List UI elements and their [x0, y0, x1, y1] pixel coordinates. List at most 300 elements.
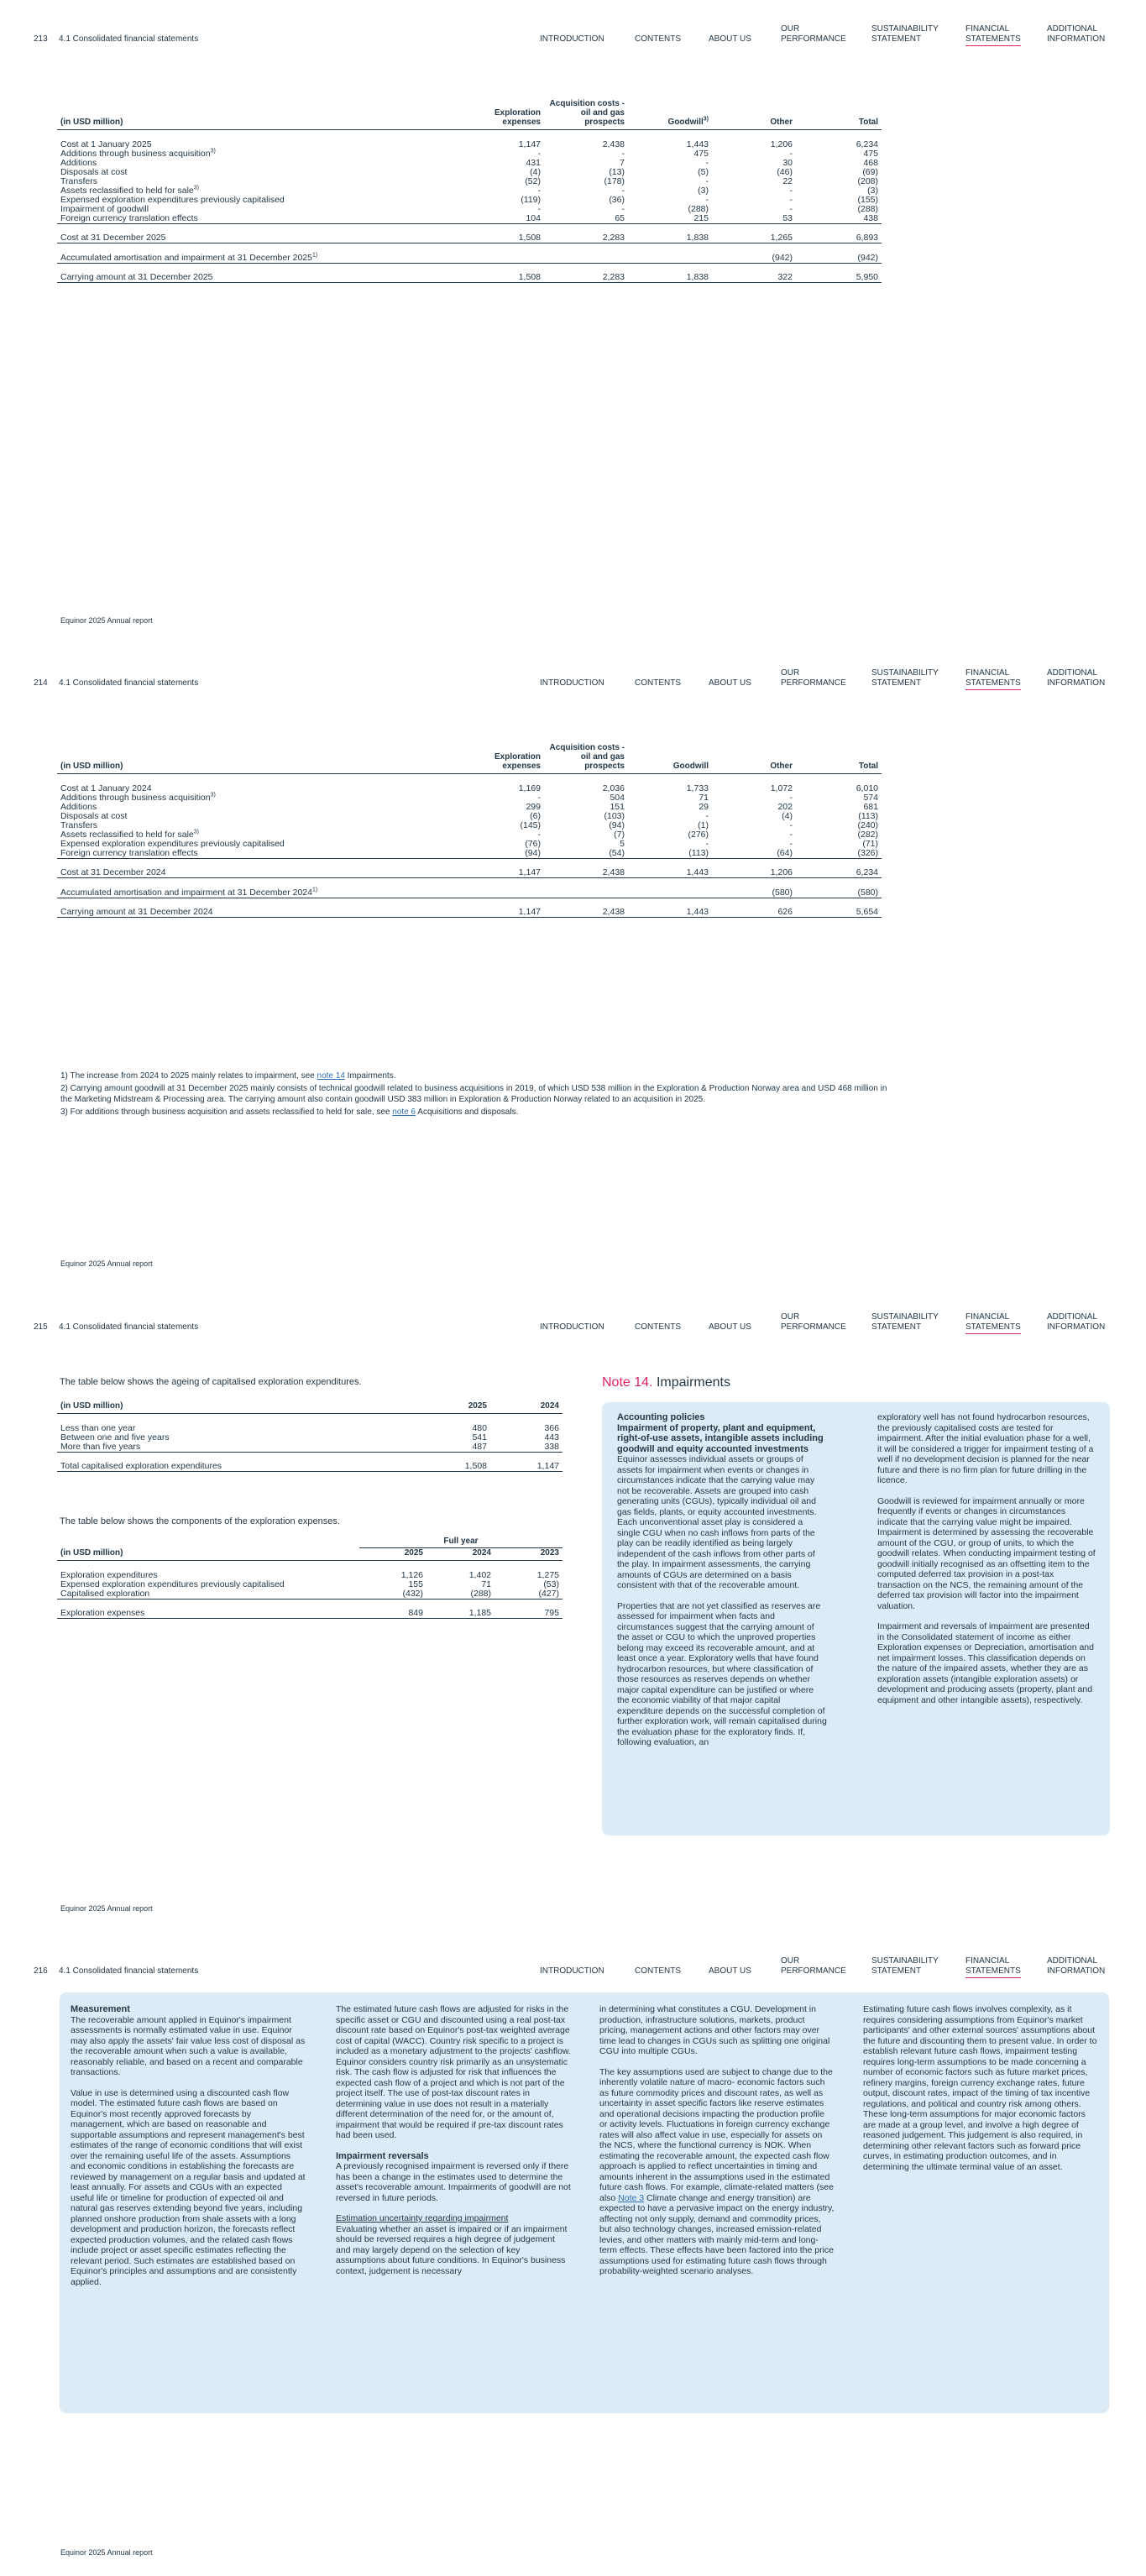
cell: 71 — [481, 1579, 491, 1589]
nav-label: SUSTAINABILITY — [871, 1956, 939, 1966]
cell: 29 — [699, 801, 709, 812]
paragraph: in determining what constitutes a CGU. Development in production, infrastructure solutions, markets, product pricing, management actions and other factors may over time lead to changes in CGUs such as splitting one original CGU into multiple CGUs. — [599, 2004, 830, 2056]
nav-label: INFORMATION — [1047, 34, 1106, 44]
cell — [460, 254, 544, 264]
paragraph: exploratory well has not found hydrocarbon resources, the previously capitalised costs are tested for impairment. After the initial evaluation phase for a well, it will be considered a trigger for impairment testing of a well if no development decision is planned for the near future and there is no firm plan for future drilling in the licence. — [877, 1412, 1094, 1485]
cell: (69) — [862, 166, 878, 177]
cell: (942) — [712, 254, 796, 264]
cell: (942) — [796, 254, 882, 264]
unit-label: (in USD million) — [57, 99, 460, 130]
cell: (208) — [857, 175, 878, 186]
nav-label: FINANCIAL — [965, 668, 1010, 678]
cell: - — [789, 185, 793, 196]
nav-label: OUR — [781, 1956, 800, 1966]
unit-label: (in USD million) — [57, 1548, 359, 1561]
col-header: 2025 — [359, 1548, 426, 1561]
footnote-1 — [60, 1071, 900, 1081]
cell: (326) — [796, 849, 882, 859]
footnote-text: 3) For additions through business acquisition and assets reclassified to held for sale, see — [60, 1107, 393, 1117]
nav-sustainability-statement[interactable] — [871, 1956, 939, 1977]
cell: 1,443 — [628, 868, 712, 878]
components-intro: The table below shows the components of the exploration expenses. — [60, 1516, 340, 1526]
cell: 2,438 — [544, 908, 628, 918]
nav-label: STATEMENTS — [965, 34, 1021, 44]
col-header: Total — [796, 743, 882, 774]
nav-label: STATEMENTS — [965, 678, 1021, 688]
cell: (103) — [604, 810, 625, 821]
row-label: Between one and five years — [60, 1432, 170, 1442]
nav-label: ADDITIONAL — [1047, 24, 1098, 34]
cell: 1,147 — [490, 1462, 563, 1472]
cell: 1,838 — [628, 233, 712, 243]
nav-our-performance[interactable] — [781, 668, 846, 689]
nav-financial-statements[interactable] — [965, 24, 1021, 46]
cell: 475 — [863, 148, 878, 159]
nav-about-us[interactable]: ABOUT US — [709, 678, 751, 688]
exploration-components-table — [57, 1537, 563, 1619]
table-row — [57, 205, 882, 214]
nav-label: PERFORMANCE — [781, 678, 846, 688]
footnote-text: Impairments. — [344, 1071, 396, 1081]
table-row — [57, 1580, 563, 1589]
cell: 5 — [620, 838, 625, 849]
row-label: Exploration expenses — [57, 1609, 359, 1619]
cell — [628, 254, 712, 264]
unit-label: (in USD million) — [57, 743, 460, 774]
row-label: Cost at 1 January 2024 — [60, 783, 152, 793]
cell: 1,169 — [518, 783, 541, 793]
row-label: Additions — [60, 801, 97, 812]
cell: 626 — [712, 908, 796, 918]
cell: (64) — [712, 849, 796, 859]
cell: 1,402 — [468, 1569, 491, 1580]
cell: (7) — [614, 829, 625, 840]
page-footer: Equinor 2025 Annual report — [60, 2548, 153, 2557]
row-label-text: Assets reclassified to held for sale — [60, 185, 194, 196]
nav-label: FINANCIAL — [965, 1312, 1010, 1322]
row-label: Capitalised exploration — [57, 1589, 359, 1600]
nav-label: SUSTAINABILITY — [871, 24, 939, 34]
paragraph: The recoverable amount applied in Equinor's impairment assessments is normally estimated value in use. Equinor may also apply the assets' fair value less cost of disposal as the recoverable amount when such a value is available, reasonably reliable, and based on a recent and comparable transactions. — [71, 2014, 306, 2077]
row-label: Less than one year — [60, 1422, 136, 1433]
nav-label: STATEMENT — [871, 678, 922, 688]
row-label — [57, 888, 460, 898]
page-footer: Equinor 2025 Annual report — [60, 616, 153, 625]
nav-our-performance[interactable] — [781, 1956, 846, 1977]
cell: 1,508 — [460, 233, 544, 243]
note-14-title — [602, 1375, 730, 1390]
page-header — [34, 1956, 1117, 1980]
nav-label: STATEMENT — [871, 34, 922, 44]
table-row — [57, 273, 882, 283]
paragraph: Value in use is determined using a discounted cash flow model. The estimated future cash flows are based on Equinor's most recently approved forecasts by management, which are based on reasonable and supportable assumptions and represent management's best estimates of the range of economic conditions that will exist over the remaining useful life of the assets. Assumptions and economic conditions in establishing the forecasts are reviewed by management on a regular basis and updated at least annually. For assets and CGUs with an expected useful life or timeline for production of expected oil and natural gas reserves extending beyond five years, including planned onshore production from shale assets with a long development and production horizon, the forecasts reflect expected production volumes, and the related cash flows include project or asset specific estimates reflecting the relevant period. Such estimates are established based on Equinor's principles and assumptions and are consistently applied. — [71, 2087, 306, 2287]
table-row — [57, 1609, 563, 1619]
page-number: 216 — [34, 1966, 48, 1976]
paragraph: Evaluating whether an asset is impaired or if an impairment should be reversed requires a high degree of judgement and may largely depend on the selection of key assumptions about future conditions. In Equinor's business context, judgement is necessary — [336, 2223, 568, 2276]
nav-label: OUR — [781, 24, 800, 34]
section-title: 4.1 Consolidated financial statements — [59, 678, 199, 688]
nav-label: STATEMENTS — [965, 1322, 1021, 1332]
nav-contents[interactable]: CONTENTS — [635, 1322, 681, 1332]
section-title: 4.1 Consolidated financial statements — [59, 1322, 199, 1332]
row-label-text: Additions through business acquisition — [60, 792, 211, 803]
cell: - — [537, 185, 541, 196]
row-label — [57, 149, 460, 159]
cell: 299 — [526, 801, 541, 812]
cell: 30 — [782, 157, 793, 168]
nav-introduction[interactable]: INTRODUCTION — [540, 1966, 604, 1976]
cell: 438 — [796, 214, 882, 224]
page-215 — [0, 1288, 1146, 1932]
col-header: Acquisition costs - oil and gas prospects — [544, 743, 628, 774]
cell: 53 — [712, 214, 796, 224]
cell: (13) — [609, 166, 625, 177]
cell: 480 — [472, 1422, 487, 1433]
paragraph-text: The key assumptions used are subject to change due to the inherently volatile nature of macro- economic factors such as future commodity prices and discount rates, as well as uncertainty in asset specific factors like reserve estimates and operational decisions impacting the production profile or activity levels. Fluctuations in foreign currency exchange rates will also affect value in use, especially for assets on the NCS, where the functional currency is NOK. When estimating the recoverable amount, the expected cash flow approach is applied to reflect uncertainties in timing and amounts inherent in the assumptions used in the estimated future cash flows. For example, climate-related matters (see also — [599, 2066, 834, 2203]
nav-additional-information[interactable] — [1047, 1956, 1105, 1977]
footnote-ref: 3) — [703, 116, 709, 123]
cell: 574 — [863, 792, 878, 803]
cell: (432) — [359, 1589, 426, 1600]
section-title: 4.1 Consolidated financial statements — [59, 1966, 199, 1976]
footnote-text: 1) The increase from 2024 to 2025 mainly relates to impairment, see — [60, 1071, 317, 1081]
col-header: 2024 — [426, 1548, 495, 1561]
cell: 151 — [610, 801, 625, 812]
table-row — [57, 254, 882, 264]
nav-our-performance[interactable] — [781, 24, 846, 45]
cell: 795 — [495, 1609, 563, 1619]
row-label-text: Accumulated amortisation and impairment at 31 December 2025 — [60, 252, 312, 263]
nav-label: STATEMENT — [871, 1322, 922, 1332]
cell: 681 — [863, 801, 878, 812]
cell: 5,654 — [796, 908, 882, 918]
section-title: 4.1 Consolidated financial statements — [59, 34, 199, 44]
page-number: 213 — [34, 34, 48, 44]
footnote-ref: 3) — [210, 792, 216, 798]
footnotes — [60, 1071, 900, 1119]
nav-about-us[interactable]: ABOUT US — [709, 34, 751, 44]
cell: - — [537, 148, 541, 159]
note-6-link[interactable]: note 6 — [392, 1107, 416, 1117]
cell: 6,234 — [796, 868, 882, 878]
table-row — [57, 1571, 563, 1580]
row-label — [57, 793, 460, 803]
cell — [544, 254, 628, 264]
cell: (94) — [609, 819, 625, 830]
cell: (4) — [782, 810, 793, 821]
cell: 104 — [460, 214, 544, 224]
cell: (3) — [867, 185, 878, 196]
nav-label: OUR — [781, 668, 800, 678]
table-row — [57, 840, 882, 849]
row-label: Carrying amount at 31 December 2025 — [57, 273, 460, 283]
cell: (178) — [604, 175, 625, 186]
cell: 1,443 — [686, 139, 709, 149]
cell: 431 — [526, 157, 541, 168]
page-213 — [0, 0, 1146, 644]
cell: (54) — [544, 849, 628, 859]
cell: (240) — [857, 819, 878, 830]
cell: (145) — [520, 819, 541, 830]
nav-label: PERFORMANCE — [781, 1322, 846, 1332]
cell: (580) — [712, 888, 796, 898]
cell: 475 — [693, 148, 709, 159]
nav-label: PERFORMANCE — [781, 1966, 846, 1976]
reversals-heading: Impairment reversals — [336, 2150, 429, 2161]
nav-label: FINANCIAL — [965, 24, 1010, 34]
cell: - — [537, 792, 541, 803]
nav-sustainability-statement[interactable] — [871, 24, 939, 45]
note-14-link[interactable]: note 14 — [317, 1071, 345, 1081]
page-header — [34, 24, 1117, 48]
nav-about-us[interactable]: ABOUT US — [709, 1966, 751, 1976]
cell: 1,838 — [628, 273, 712, 283]
cell: (119) — [521, 194, 541, 205]
cell: 322 — [712, 273, 796, 283]
paragraph: Properties that are not yet classified as reserves are assessed for impairment when facts and circumstances suggest that the carrying amount of the asset or CGU to which the unproved properties belong may exceed its recoverable amount, and at least once a year. Exploratory wells that have found hydrocarbon resources, but where classification of those resources as reserves depends on whether major capital expenditure can be justified or where the economic viability of that major capital expenditure depends on the successful completion of further exploration work, will remain capitalised during the evaluation phase for the exploratory finds. If, following evaluation, an — [617, 1600, 827, 1747]
cell: 155 — [408, 1579, 423, 1589]
nav-introduction[interactable]: INTRODUCTION — [540, 1322, 604, 1332]
cell: (6) — [530, 810, 541, 821]
row-label-text: Assets reclassified to held for sale — [60, 829, 194, 840]
cell: (282) — [857, 829, 878, 840]
cell: (5) — [698, 166, 709, 177]
ageing-table — [57, 1401, 563, 1472]
table-row — [57, 1589, 563, 1600]
row-label: Cost at 31 December 2025 — [57, 233, 460, 243]
measurement-heading: Measurement — [71, 2004, 130, 2014]
nav-financial-statements[interactable] — [965, 1312, 1021, 1334]
nav-additional-information[interactable] — [1047, 24, 1105, 45]
cell: - — [537, 203, 541, 214]
page-footer: Equinor 2025 Annual report — [60, 1904, 153, 1913]
note-3-link[interactable]: Note 3 — [618, 2192, 645, 2203]
cell: 1,185 — [426, 1609, 495, 1619]
nav-contents[interactable]: CONTENTS — [635, 1966, 681, 1976]
cell: 1,265 — [712, 233, 796, 243]
col-header — [628, 99, 712, 130]
measurement-column-4 — [863, 2004, 1098, 2182]
col-header: Goodwill — [628, 743, 712, 774]
paragraph: Impairment and reversals of impairment are presented in the Consolidated statement of income as either Exploration expenses or Depreciation, amortisation and net impairment losses. This classification depends on the nature of the impaired assets, whether they are as exploration assets (intangible exploration assets) or development and producing assets (property, plant and equipment and other intangible assets), respectively. — [877, 1621, 1094, 1705]
note-number: Note 14. — [602, 1375, 653, 1390]
col-header: Exploration expenses — [460, 743, 544, 774]
cell: (155) — [857, 194, 878, 205]
cell: 468 — [863, 157, 878, 168]
nav-additional-information[interactable] — [1047, 668, 1105, 689]
cell: - — [537, 829, 541, 840]
table-row — [57, 186, 882, 196]
col-header: 2024 — [490, 1401, 563, 1414]
cell: 1,147 — [460, 908, 544, 918]
cell: 215 — [628, 214, 712, 224]
cell: - — [789, 194, 793, 205]
row-label: Impairment of goodwill — [60, 203, 149, 214]
unit-label: (in USD million) — [57, 1401, 418, 1414]
page-header — [34, 668, 1117, 692]
row-label: Additions — [60, 157, 97, 168]
row-label: Transfers — [60, 819, 97, 830]
nav-label: SUSTAINABILITY — [871, 1312, 939, 1322]
cell: 2,283 — [544, 233, 628, 243]
nav-contents[interactable]: CONTENTS — [635, 678, 681, 688]
nav-introduction[interactable]: INTRODUCTION — [540, 34, 604, 44]
row-label: Expensed exploration expenditures previously capitalised — [60, 194, 285, 205]
paragraph: Estimating future cash flows involves complexity, as it requires considering assumptions from Equinor's market participants' and other external sources' assumptions about the future and discounting them to present value. In order to establish relevant future cash flows, impairment testing requires long-term assumptions to be made concerning a number of economic factors such as future market prices, refinery margins, foreign currency exchange rates, future output, discount rates, impact of the timing of tax incentive regulations, and political and country risk among others. These long-term assumptions for major economic factors are made at a group level, and involve a high degree of reasoned judgement. This judgement is also required, in determining other relevant factors such as forward price curves, in estimating production outcomes, and in determining the ultimate terminal value of an asset. — [863, 2004, 1097, 2172]
paragraph: A previously recognised impairment is reversed only if there has been a change in the estimates used to determine the asset's recoverable amount. Impairments of goodwill are not reversed in future periods. — [336, 2161, 571, 2203]
table-row — [57, 803, 882, 812]
nav-label: FINANCIAL — [965, 1956, 1010, 1966]
col-header: 2023 — [495, 1548, 563, 1561]
cell: - — [621, 185, 625, 196]
table-row — [57, 830, 882, 840]
footnote-ref: 1) — [312, 887, 318, 893]
footnote-ref: 3) — [193, 185, 199, 191]
cell: (53) — [543, 1579, 559, 1589]
cell: 202 — [777, 801, 793, 812]
cell: (580) — [796, 888, 882, 898]
nav-label: ADDITIONAL — [1047, 668, 1098, 678]
table-row — [57, 233, 882, 243]
nav-additional-information[interactable] — [1047, 1312, 1105, 1333]
cell: (36) — [609, 194, 625, 205]
policy-column-2 — [877, 1412, 1097, 1715]
cell: (113) — [858, 810, 878, 821]
cell: 5,950 — [796, 273, 882, 283]
cell: 1,147 — [518, 139, 541, 149]
paragraph: Equinor assesses individual assets or groups of assets for impairment when events or changes in circumstances indicate that the carrying value may not be recoverable. Assets are grouped into cash generating units (CGUs), typically individual oil and gas fields, plants, or equity accounted investments. Each unconventional asset play is considered a single CGU when no cash inflows from parts of the play can be readily identified as being largely independent of the cash inflows from other parts of the play. In impairment assessments, the carrying amounts of CGUs are determined on a basis consistent with that of the recoverable amount. — [617, 1454, 817, 1590]
cell: 1,126 — [400, 1569, 423, 1580]
cell: (427) — [495, 1589, 563, 1600]
policy-subheading: Impairment of property, plant and equipment, right-of-use assets, intangible assets including goodwill and equity accounted investments — [617, 1422, 824, 1454]
cell: (94) — [460, 849, 544, 859]
table-row — [57, 793, 882, 803]
cell — [460, 888, 544, 898]
paragraph — [599, 2067, 835, 2277]
nav-financial-statements[interactable] — [965, 1956, 1021, 1978]
row-label-text: Additions through business acquisition — [60, 148, 211, 159]
intangible-assets-table-2024 — [57, 743, 882, 918]
measurement-column-2 — [336, 2004, 571, 2286]
cell: - — [705, 810, 709, 821]
footnote-ref: 3) — [210, 148, 216, 154]
col-header: 2025 — [418, 1401, 490, 1414]
table-row — [57, 168, 882, 177]
row-label: Cost at 1 January 2025 — [60, 139, 152, 149]
cell: - — [705, 175, 709, 186]
row-label: Transfers — [60, 175, 97, 186]
nav-label: PERFORMANCE — [781, 34, 846, 44]
row-label: Disposals at cost — [60, 810, 128, 821]
nav-label: INFORMATION — [1047, 1322, 1106, 1332]
cell: - — [789, 829, 793, 840]
cell: 504 — [610, 792, 625, 803]
footnote-text: Acquisitions and disposals. — [416, 1107, 519, 1117]
cell: 65 — [544, 214, 628, 224]
page-header — [34, 1312, 1117, 1336]
cell: - — [789, 203, 793, 214]
cell — [544, 888, 628, 898]
page-number: 215 — [34, 1322, 48, 1332]
table-row — [57, 1462, 563, 1472]
cell: 6,010 — [856, 783, 878, 793]
col-header: Other — [712, 743, 796, 774]
policy-column-1 — [617, 1412, 827, 1758]
nav-introduction[interactable]: INTRODUCTION — [540, 678, 604, 688]
cell: - — [789, 819, 793, 830]
note-title-text: Impairments — [656, 1375, 730, 1390]
nav-label: INFORMATION — [1047, 678, 1106, 688]
cell: - — [789, 792, 793, 803]
cell: 2,283 — [544, 273, 628, 283]
footnote-2: 2) Carrying amount goodwill at 31 December 2025 mainly consists of technical goodwill related to business acquisitions in 2019, of which USD 538 million in the Exploration & Production Norway area and USD 468 million in the Marketing Midstream & Processing area. The carrying amount also contain goodwill USD 383 million in Exploration & Production Norway related to an acquisition in 2025. — [60, 1084, 887, 1104]
cell: - — [705, 157, 709, 168]
intangible-assets-table-2025 — [57, 99, 882, 283]
table-row — [57, 908, 882, 918]
cell: 338 — [490, 1442, 563, 1453]
paragraph: The estimated future cash flows are adjusted for risks in the specific asset or CGU and discounted using a real post-tax discount rate based on Equinor's post-tax weighted average cost of capital (WACC). Country risk specific to a project is included as a monetary adjustment to the projects' cashflow. Equinor considers country risk primarily as an unsystematic risk. The cash flow is adjusted for risk that influences the expected cash flow of a project and which is not part of the project itself. The use of post-tax discount rates in determining value in use does not result in a materially different determination of the need for, or the amount of, impairment that would be required if pre-tax discount rates had been used. — [336, 2004, 571, 2140]
col-header: Acquisition costs - oil and gas prospects — [544, 99, 628, 130]
cell: - — [705, 838, 709, 849]
cell: 71 — [699, 792, 709, 803]
cell: 1,443 — [628, 908, 712, 918]
nav-contents[interactable]: CONTENTS — [635, 34, 681, 44]
paragraph-text: Climate change and energy transition) are expected to have a pervasive impact on the energy industry, affecting not only supply, demand and commodity prices, but also technology changes, increased emission-related levies, and other matters with mainly mid-term and long-term effects. These effects have been factored into the price assumptions used for estimating future cash flows through probability-weighted scenario analyses. — [599, 2192, 835, 2276]
cell: - — [789, 838, 793, 849]
row-label — [57, 830, 460, 840]
measurement-column-3 — [599, 2004, 835, 2287]
table-row — [57, 868, 882, 878]
estimation-heading: Estimation uncertainty regarding impairment — [336, 2213, 509, 2223]
nav-label: ADDITIONAL — [1047, 1956, 1098, 1966]
cell: (288) — [426, 1589, 495, 1600]
measurement-column-1 — [71, 2004, 306, 2297]
row-label-text: Accumulated amortisation and impairment at 31 December 2024 — [60, 887, 312, 898]
cell: 849 — [359, 1609, 426, 1619]
nav-sustainability-statement[interactable] — [871, 1312, 939, 1333]
cell: 1,733 — [686, 783, 709, 793]
table-row — [57, 214, 882, 224]
cell: - — [621, 203, 625, 214]
nav-sustainability-statement[interactable] — [871, 668, 939, 689]
nav-our-performance[interactable] — [781, 1312, 846, 1333]
cell: 541 — [472, 1432, 487, 1442]
page-216 — [0, 1932, 1146, 2576]
cell: (1) — [698, 819, 709, 830]
nav-label: SUSTAINABILITY — [871, 668, 939, 678]
nav-label: ADDITIONAL — [1047, 1312, 1098, 1322]
nav-financial-statements[interactable] — [965, 668, 1021, 690]
col-header: Exploration expenses — [460, 99, 544, 130]
nav-label: STATEMENT — [871, 1966, 922, 1976]
cell: 7 — [620, 157, 625, 168]
col-header: Other — [712, 99, 796, 130]
cell: 1,206 — [712, 868, 796, 878]
cell: 1,072 — [770, 783, 793, 793]
cell: 1,508 — [418, 1462, 490, 1472]
ageing-intro: The table below shows the ageing of capitalised exploration expenditures. — [60, 1377, 362, 1387]
policy-heading: Accounting policies — [617, 1412, 705, 1422]
nav-label: INFORMATION — [1047, 1966, 1106, 1976]
cell: 2,036 — [602, 783, 625, 793]
cell: 6,893 — [796, 233, 882, 243]
cell: - — [705, 194, 709, 205]
table-row — [57, 196, 882, 205]
row-label: Cost at 31 December 2024 — [57, 868, 460, 878]
cell: 1,206 — [770, 139, 793, 149]
row-label: Expensed exploration expenditures previously capitalised — [60, 1579, 285, 1589]
nav-about-us[interactable]: ABOUT US — [709, 1322, 751, 1332]
